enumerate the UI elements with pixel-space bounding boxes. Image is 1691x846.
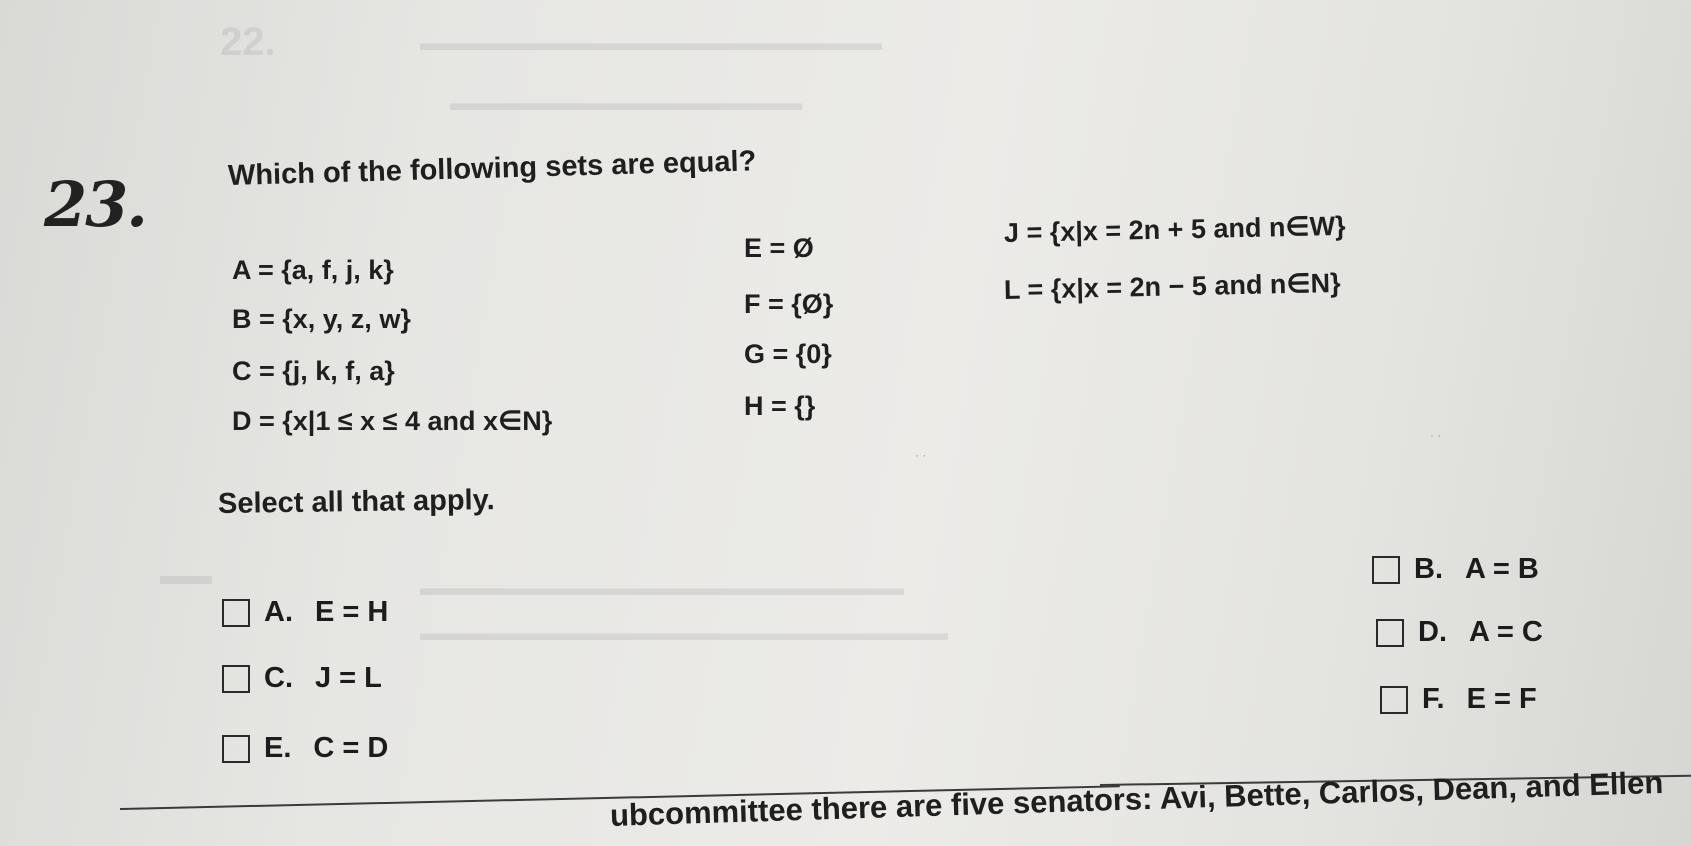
option-a-checkbox[interactable] [222, 599, 250, 627]
option-d-text: A = C [1469, 616, 1543, 648]
option-e-text: C = D [313, 732, 389, 764]
next-question-fragment: ubcommittee there are five senators: Avi, Bette, Carlos, Dean, and Ellen [609, 764, 1664, 833]
option-c-text: J = L [315, 662, 382, 694]
show-through-mark: ▬▬▬▬▬▬▬▬▬▬▬▬▬▬▬▬ [450, 90, 802, 115]
option-b-text: A = B [1465, 553, 1539, 585]
option-d-letter: D. [1418, 616, 1447, 648]
option-e-letter: E. [264, 732, 292, 764]
question-number: 23. [44, 168, 146, 241]
option-e-checkbox[interactable] [222, 735, 250, 763]
show-through-mark: ▬▬▬▬▬▬▬▬▬▬▬▬▬▬▬▬▬▬▬▬▬ [420, 30, 882, 55]
set-b: B = {x, y, z, w} [232, 304, 411, 334]
option-b[interactable] [1372, 553, 1539, 586]
option-f-letter: F. [1422, 683, 1445, 715]
option-c[interactable] [222, 662, 382, 695]
set-h: H = {} [744, 391, 816, 421]
option-a-text: E = H [315, 596, 389, 628]
set-f: F = {Ø} [744, 289, 834, 319]
speck: · · [1430, 428, 1442, 442]
speck: · · [915, 448, 927, 462]
show-through-mark: 22. [220, 20, 276, 64]
option-f-checkbox[interactable] [1380, 686, 1408, 714]
option-b-checkbox[interactable] [1372, 556, 1400, 584]
question-prompt: Which of the following sets are equal? [227, 145, 757, 192]
set-g: G = {0} [744, 339, 832, 369]
option-b-letter: B. [1414, 553, 1443, 585]
option-c-letter: C. [264, 662, 293, 694]
show-through-mark: ▬▬▬▬▬▬▬▬▬▬▬▬▬▬▬▬▬▬▬▬▬▬ [420, 575, 904, 600]
show-through-mark: ▬▬▬▬▬▬▬▬▬▬▬▬▬▬▬▬▬▬▬▬▬▬▬▬ [420, 620, 948, 645]
option-a[interactable] [222, 596, 388, 629]
set-c: C = {j, k, f, a} [232, 356, 395, 386]
option-e[interactable] [222, 732, 388, 765]
set-e: E = Ø [744, 233, 814, 263]
select-all-instruction: Select all that apply. [217, 484, 495, 520]
option-c-checkbox[interactable] [222, 665, 250, 693]
set-l: L = {x|x = 2n − 5 and n∈N} [1003, 267, 1341, 305]
option-f[interactable] [1380, 683, 1537, 716]
option-f-text: E = F [1466, 683, 1537, 715]
option-d-checkbox[interactable] [1376, 619, 1404, 647]
option-d[interactable] [1376, 616, 1543, 649]
set-d: D = {x|1 ≤ x ≤ 4 and x∈N} [232, 406, 553, 436]
set-a: A = {a, f, j, k} [232, 255, 394, 285]
option-a-letter: A. [264, 596, 293, 628]
show-through-mark: ▬▬ [160, 560, 212, 590]
set-j: J = {x|x = 2n + 5 and n∈W} [1003, 210, 1346, 248]
